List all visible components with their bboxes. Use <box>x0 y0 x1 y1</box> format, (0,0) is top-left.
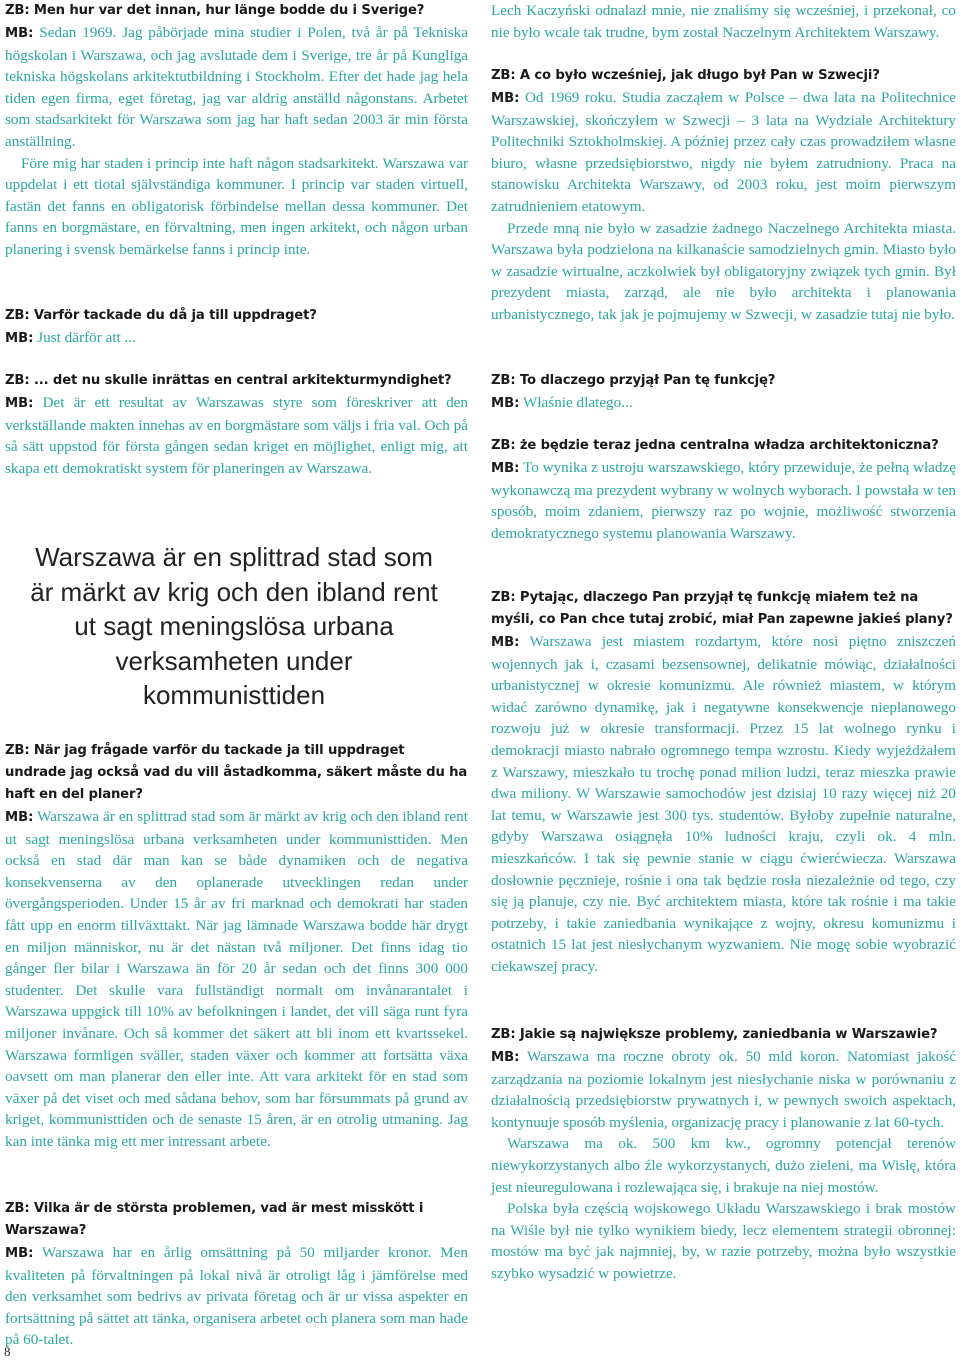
pl-answer-label: MB: <box>491 91 520 106</box>
pl-answer-4-text: Warszawa jest miastem rozdartym, które nosi piętno zniszczeń wojennych jak i, czasami bezsensownej, delikatnie mówiąc, działalności urbanistycznej w okresie komunizmu. Ale również miastem, w którym widać zarówno dynamikę, jak i negatywne konsekwencje nieplanowego rozwoju już w okresie transformacji. Przez 15 lat wolnego rynku i demokracji miasto nabrało ogromnego tempa wzrostu. Kiedy wyjeżdżałem z Warszawy, mieszkało tu trochę ponad milion ludzi, teraz mieszka prawie dwa miliony. W Warszawie samochodów jest dzisiaj 10 razy więcej niż 20 lat temu, w Warszawie jest 300 tys. studentów. Byłoby zupełnie naturalne, gdyby Warszawa osiągnęła 10% ludności kraju, czyli ok. 4 mln. mieszkańców. I tak się pewnie stanie w ciągu ćwierćwiecza. Warszawa dosłownie pęcznieje, rośnie i ona tak będzie rosła niezależnie od tego, czy się ją planuje, czy nie. Być architektem miasta, które tak rośnie i ma takie potrzeby, i takie zaniedbania wynikające z wojny, okresu komunizmu i ostatnich 15 lat jest niesłychanym wyzwaniem. Nie mogę sobie wyobrazić ciekawszej pracy. <box>491 633 956 975</box>
pl-question-5: ZB: Jakie są największe problemy, zaniedbania w Warszawie? <box>491 1027 938 1042</box>
sv-answer-5-text: Warszawa har en årlig omsättning på 50 miljarder kronor. Men kvaliteten på förvaltningen på lokal nivå är otroligt låg i jämförelse med den verksamhet som bedrivs av privata företag och är ur vissa aspekter en fortsättning på sättet att tänka, organisera arbetet och planera som man hade på 60-talet. <box>5 1244 468 1349</box>
sv-answer-label: MB: <box>5 26 34 41</box>
sv-answer-1 <box>5 22 468 153</box>
sv-question-2: ZB: Varför tackade du då ja till uppdraget? <box>5 308 317 323</box>
sv-answer-label: MB: <box>5 1246 34 1261</box>
pl-answer-3-text: To wynika z ustroju warszawskiego, który przewiduje, że pełną władzę wykonawczą ma prezydent wybrany w wolnych wyborach. I powstała w ten sposób, moim zdaniem, pierwszy raz po wojnie, możliwość stworzenia demokratycznego systemu planowania Warszawy. <box>491 459 956 542</box>
sv-question-1: ZB: Men hur var det innan, hur länge bodde du i Sverige? <box>5 3 425 18</box>
pull-quote: Warszawa är en splittrad stad som är märkt av krig och den ibland rent ut sagt meningslösa urbana verksamheten under kommunisttiden <box>30 542 438 710</box>
sv-question-5: ZB: Vilka är de största problemen, vad är mest misskött i Warszawa? <box>5 1201 424 1238</box>
pl-answer-1-text: Od 1969 roku. Studia zacząłem w Polsce – dwa lata na Politechnice Warszawskiej, skończyłem w Szwecji – 3 lata na Wydziale Architektury Politechniki Sztokholmskiej. A później przez cały czas prowadziłem własne biuro, własne przedsiębiorstwo, nigdy nie byłem zatrudniony. Praca na stanowisku Architekta Warszawy, od 2003 roku, jest moim pierwszym zatrudnieniem etatowym. <box>491 89 957 215</box>
pl-answer-label: MB: <box>491 461 520 476</box>
sv-answer-label: MB: <box>5 396 34 411</box>
pl-answer-5-text: Warszawa ma roczne obroty ok. 50 mld koron. Natomiast jakość zarządzania na poziomie lokalnym jest niesłychanie niska w porównaniu z działalnością przedsiębiorstw prywatnych i, w pewnych swoich aspektach, kontynuuje sposób myślenia, organizację pracy i planowanie z lat 60-tych. <box>491 1048 956 1131</box>
pl-paragraph: Warszawa ma ok. 500 km kw., ogromny potencjał terenów niewykorzystanych albo źle wykorzystanych, dużo zieleni, ma Wisłę, która jest nieuregulowana i rozlewająca się, i brakuje na niej mostów. <box>491 1135 956 1196</box>
pl-block-4 <box>491 587 956 978</box>
pl-paragraph: Lech Kaczyński odnalazł mnie, nie znaliśmy się wcześniej, i przekonał, co nie było wcale tak trudne, bym został Naczelnym Architektem Warszawy. <box>491 2 956 41</box>
sv-answer-3 <box>5 392 468 479</box>
sv-block-3 <box>5 370 468 479</box>
sv-answer-2-text: Just därför att ... <box>37 329 136 346</box>
pl-answer-label: MB: <box>491 396 520 411</box>
pl-block-1 <box>491 65 956 326</box>
pl-answer-1 <box>491 87 956 218</box>
sv-answer-label: MB: <box>5 331 34 346</box>
pl-answer-5 <box>491 1046 956 1133</box>
pl-answer-label: MB: <box>491 1050 520 1065</box>
pl-block-0 <box>491 0 956 43</box>
pl-answer-3 <box>491 457 956 544</box>
sv-block-5 <box>5 1198 468 1351</box>
pl-answer-2-text: Właśnie dlatego... <box>522 394 633 411</box>
pl-block-3 <box>491 435 956 544</box>
sv-answer-4-text: Warszawa är en splittrad stad som är märkt av krig och den ibland rent ut sagt meningslösa urbana verksamheten under kommunisttiden. Men också en stad där man kan se både dynamiken och de negativa konsekvenserna av den oplanerade utvecklingen redan under övergångsperioden. Under 15 år av fri marknad och demokrati har staden fått upp en enorm tillväxttakt. När jag lämnade Warszawa bodde här drygt en miljon människor, nu är det nästan två miljoner. Det finns idag tio gånger fler bilar i Warszawa än för 20 år sedan och det finns 300 000 studenter. Det skulle vara fullständigt normalt om invånarantalet i Warszawa uppgick till 10% av befolkningen i landet, det vill säga runt fyra miljoner invånare. Och så kommer det säkert att bli inom ett kvartssekel. Warszawa formligen sväller, staden växer och kommer att fortsätta växa oavsett om man planerar den eller inte. Att vara arkitekt för en stad som växer på det viset och med sådana behov, som har försummats på grund av kriget, kommunisttiden och de senaste 15 åren, är en otrolig utmaning. Jag kan inte tänka mig ett mer intressant arbete. <box>5 808 468 1150</box>
sv-question-3: ZB: ... det nu skulle inrättas en central arkitekturmyndighet? <box>5 373 452 388</box>
pl-question-4: ZB: Pytając, dlaczego Pan przyjął tę funkcję miałem też na myśli, co Pan chce tutaj zrobić, miał Pan zapewne jakieś plany? <box>491 590 953 627</box>
sv-answer-1-text: Sedan 1969. Jag påbörjade mina studier i Polen, två år på Tekniska högskolan i Warszawa, och jag avslutade dem i Sverige, tre år på Kungliga tekniska högskolans arkitektutbildning i Stockholm. Efter det hade jag hela tiden egen firma, eget företag, jag var aldrig anställd någonstans. Arbetet som stadsarkitekt för Warszawa som jag har haft sedan 2003 är min första anställning. <box>5 24 469 150</box>
pl-question-2: ZB: To dlaczego przyjął Pan tę funkcję? <box>491 373 776 388</box>
pl-answer-4 <box>491 631 956 978</box>
sv-paragraph: Före mig har staden i princip inte haft någon stadsarkitekt. Warszawa var uppdelat i ett tiotal självständiga kommuner. I princip var staden virtuell, fastän det fanns en obligatorisk förbindelse mellan dessa kommuner. Det fanns en borgmästare, en förvaltning, men ingen arkitekt, och någon urban planering i svensk bemärkelse fanns i princip inte. <box>5 154 468 258</box>
sv-answer-label: MB: <box>5 810 34 825</box>
sv-answer-2 <box>5 327 468 350</box>
pl-answer-2 <box>491 392 956 415</box>
pl-block-2 <box>491 370 956 415</box>
sv-question-4: ZB: När jag frågade varför du tackade ja till uppdraget undrade jag också vad du vill åstadkomma, säkert måste du ha haft en del planer? <box>5 743 468 802</box>
sv-answer-5 <box>5 1242 468 1351</box>
pl-paragraph: Polska była częścią wojskowego Układu Warszawskiego i brak mostów na Wiśle był nie tylko wynikiem biedy, lecz elementem strategii obronnej: mostów ma być jak najmniej, by, w razie potrzeby, można było wszystkie szybko wysadzić w powietrze. <box>491 1200 956 1282</box>
pl-question-1: ZB: A co było wcześniej, jak długo był Pan w Szwecji? <box>491 68 880 83</box>
sv-answer-3-text: Det är ett resultat av Warszawas styre som föreskriver att den verkställande makten innehas av en borgmästare som väljs i fria val. Och på så sätt uppstod för första gången sedan kriget en möjlighet, enligt mig, att skapa ett demokratiskt system för planeringen av Warszawa. <box>5 394 468 477</box>
pl-paragraph: Przede mną nie było w zasadzie żadnego Naczelnego Architekta miasta. Warszawa była podzielona na kilkanaście samodzielnych gmin. Miasto było w zasadzie wirtualne, aczkolwiek był obligatoryjny związek tych gmin. Był prezydent miasta, zarząd, ale nie było architekta i planowania urbanistycznego, tak jak je pojmujemy w Szwecji, w zasadzie tutaj nie było. <box>491 219 956 323</box>
pl-answer-label: MB: <box>491 635 520 650</box>
sv-block-4 <box>5 740 468 1153</box>
sv-answer-4 <box>5 806 468 1153</box>
sv-block-1 <box>5 0 468 261</box>
page-number: 8 <box>4 1344 11 1359</box>
sv-block-2 <box>5 305 468 350</box>
pl-question-3: ZB: że będzie teraz jedna centralna władza architektoniczna? <box>491 438 939 453</box>
pl-block-5 <box>491 1024 956 1285</box>
